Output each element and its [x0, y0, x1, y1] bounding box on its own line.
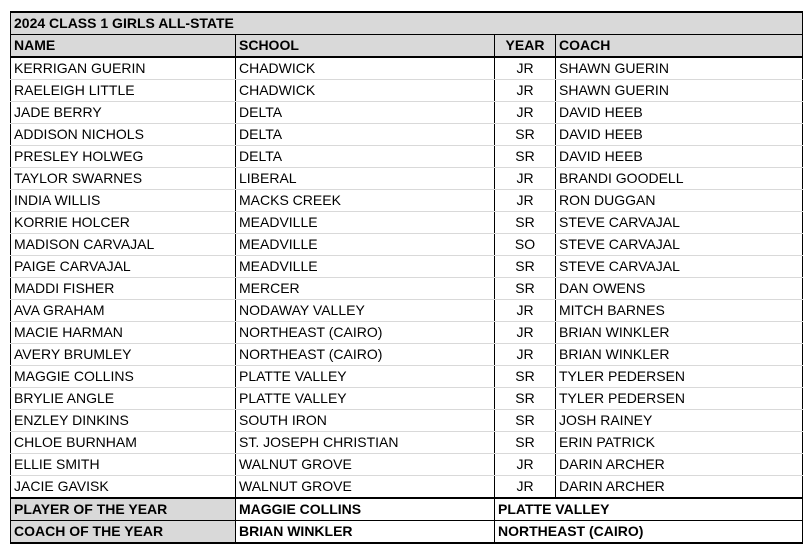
table-row	[11, 322, 803, 344]
coach-name: STEVE CARVAJAL	[556, 234, 803, 256]
table-row	[11, 454, 803, 476]
player-name: INDIA WILLIS	[11, 190, 236, 212]
player-name: ADDISON NICHOLS	[11, 124, 236, 146]
school-name: NODAWAY VALLEY	[236, 300, 495, 322]
coach-name: DAVID HEEB	[556, 102, 803, 124]
award-label-player: PLAYER OF THE YEAR	[11, 498, 236, 521]
sheet-title: 2024 CLASS 1 GIRLS ALL-STATE	[11, 12, 803, 35]
school-name: NORTHEAST (CAIRO)	[236, 344, 495, 366]
header-row	[11, 35, 803, 58]
school-name: PLATTE VALLEY	[236, 366, 495, 388]
table-row	[11, 102, 803, 124]
table-row	[11, 212, 803, 234]
class-year: SR	[495, 124, 556, 146]
class-year: SR	[495, 256, 556, 278]
school-name: MEADVILLE	[236, 234, 495, 256]
class-year: SO	[495, 234, 556, 256]
school-name: MEADVILLE	[236, 256, 495, 278]
school-name: MACKS CREEK	[236, 190, 495, 212]
table-row	[11, 234, 803, 256]
class-year: SR	[495, 410, 556, 432]
class-year: SR	[495, 366, 556, 388]
column-header-name: NAME	[11, 35, 236, 58]
table-row	[11, 476, 803, 499]
title-row	[11, 12, 803, 35]
school-name: WALNUT GROVE	[236, 476, 495, 499]
class-year: JR	[495, 80, 556, 102]
class-year: SR	[495, 432, 556, 454]
school-name: CHADWICK	[236, 57, 495, 80]
class-year: SR	[495, 278, 556, 300]
table-row	[11, 366, 803, 388]
coach-name: STEVE CARVAJAL	[556, 212, 803, 234]
table-row	[11, 168, 803, 190]
coach-name: MITCH BARNES	[556, 300, 803, 322]
coach-name: SHAWN GUERIN	[556, 80, 803, 102]
coach-name: ERIN PATRICK	[556, 432, 803, 454]
table-row	[11, 410, 803, 432]
player-name: RAELEIGH LITTLE	[11, 80, 236, 102]
class-year: JR	[495, 476, 556, 499]
coach-name: TYLER PEDERSEN	[556, 388, 803, 410]
player-name: TAYLOR SWARNES	[11, 168, 236, 190]
coach-name: DAN OWENS	[556, 278, 803, 300]
table-row	[11, 300, 803, 322]
coach-name: DAVID HEEB	[556, 146, 803, 168]
table-row	[11, 256, 803, 278]
table-row	[11, 124, 803, 146]
award-player-name: MAGGIE COLLINS	[236, 498, 495, 521]
table-row	[11, 344, 803, 366]
coach-name: RON DUGGAN	[556, 190, 803, 212]
coach-name: BRIAN WINKLER	[556, 322, 803, 344]
class-year: JR	[495, 168, 556, 190]
player-name: JADE BERRY	[11, 102, 236, 124]
player-name: ELLIE SMITH	[11, 454, 236, 476]
class-year: JR	[495, 322, 556, 344]
school-name: LIBERAL	[236, 168, 495, 190]
coach-name: SHAWN GUERIN	[556, 57, 803, 80]
school-name: WALNUT GROVE	[236, 454, 495, 476]
school-name: CHADWICK	[236, 80, 495, 102]
school-name: ST. JOSEPH CHRISTIAN	[236, 432, 495, 454]
class-year: SR	[495, 388, 556, 410]
player-name: BRYLIE ANGLE	[11, 388, 236, 410]
table-row	[11, 190, 803, 212]
player-name: KERRIGAN GUERIN	[11, 57, 236, 80]
coach-name: DARIN ARCHER	[556, 476, 803, 499]
school-name: MERCER	[236, 278, 495, 300]
award-coach-school: NORTHEAST (CAIRO)	[495, 521, 803, 544]
player-name: PAIGE CARVAJAL	[11, 256, 236, 278]
player-name: CHLOE BURNHAM	[11, 432, 236, 454]
class-year: JR	[495, 57, 556, 80]
coach-name: BRANDI GOODELL	[556, 168, 803, 190]
table-row	[11, 432, 803, 454]
table-row	[11, 57, 803, 80]
player-name: AVERY BRUMLEY	[11, 344, 236, 366]
class-year: JR	[495, 102, 556, 124]
player-name: MADISON CARVAJAL	[11, 234, 236, 256]
class-year: JR	[495, 300, 556, 322]
coach-name: JOSH RAINEY	[556, 410, 803, 432]
table-row	[11, 388, 803, 410]
class-year: JR	[495, 454, 556, 476]
column-header-year: YEAR	[495, 35, 556, 58]
table-row	[11, 80, 803, 102]
column-header-coach: COACH	[556, 35, 803, 58]
school-name: SOUTH IRON	[236, 410, 495, 432]
all-state-sheet	[10, 11, 802, 544]
school-name: PLATTE VALLEY	[236, 388, 495, 410]
player-name: MADDI FISHER	[11, 278, 236, 300]
class-year: SR	[495, 146, 556, 168]
coach-name: STEVE CARVAJAL	[556, 256, 803, 278]
coach-name: DARIN ARCHER	[556, 454, 803, 476]
coach-name: BRIAN WINKLER	[556, 344, 803, 366]
coach-name: DAVID HEEB	[556, 124, 803, 146]
player-name: ENZLEY DINKINS	[11, 410, 236, 432]
class-year: JR	[495, 344, 556, 366]
player-name: JACIE GAVISK	[11, 476, 236, 499]
school-name: NORTHEAST (CAIRO)	[236, 322, 495, 344]
all-state-table	[10, 11, 803, 544]
award-label-coach: COACH OF THE YEAR	[11, 521, 236, 544]
player-name: MACIE HARMAN	[11, 322, 236, 344]
player-name: AVA GRAHAM	[11, 300, 236, 322]
school-name: DELTA	[236, 124, 495, 146]
award-row-coach	[11, 521, 803, 544]
award-row-player	[11, 498, 803, 521]
school-name: DELTA	[236, 146, 495, 168]
table-row	[11, 278, 803, 300]
class-year: SR	[495, 212, 556, 234]
column-header-school: SCHOOL	[236, 35, 495, 58]
school-name: MEADVILLE	[236, 212, 495, 234]
player-name: PRESLEY HOLWEG	[11, 146, 236, 168]
table-row	[11, 146, 803, 168]
coach-name: TYLER PEDERSEN	[556, 366, 803, 388]
player-name: MAGGIE COLLINS	[11, 366, 236, 388]
award-player-school: PLATTE VALLEY	[495, 498, 803, 521]
award-coach-name: BRIAN WINKLER	[236, 521, 495, 544]
class-year: JR	[495, 190, 556, 212]
player-name: KORRIE HOLCER	[11, 212, 236, 234]
school-name: DELTA	[236, 102, 495, 124]
